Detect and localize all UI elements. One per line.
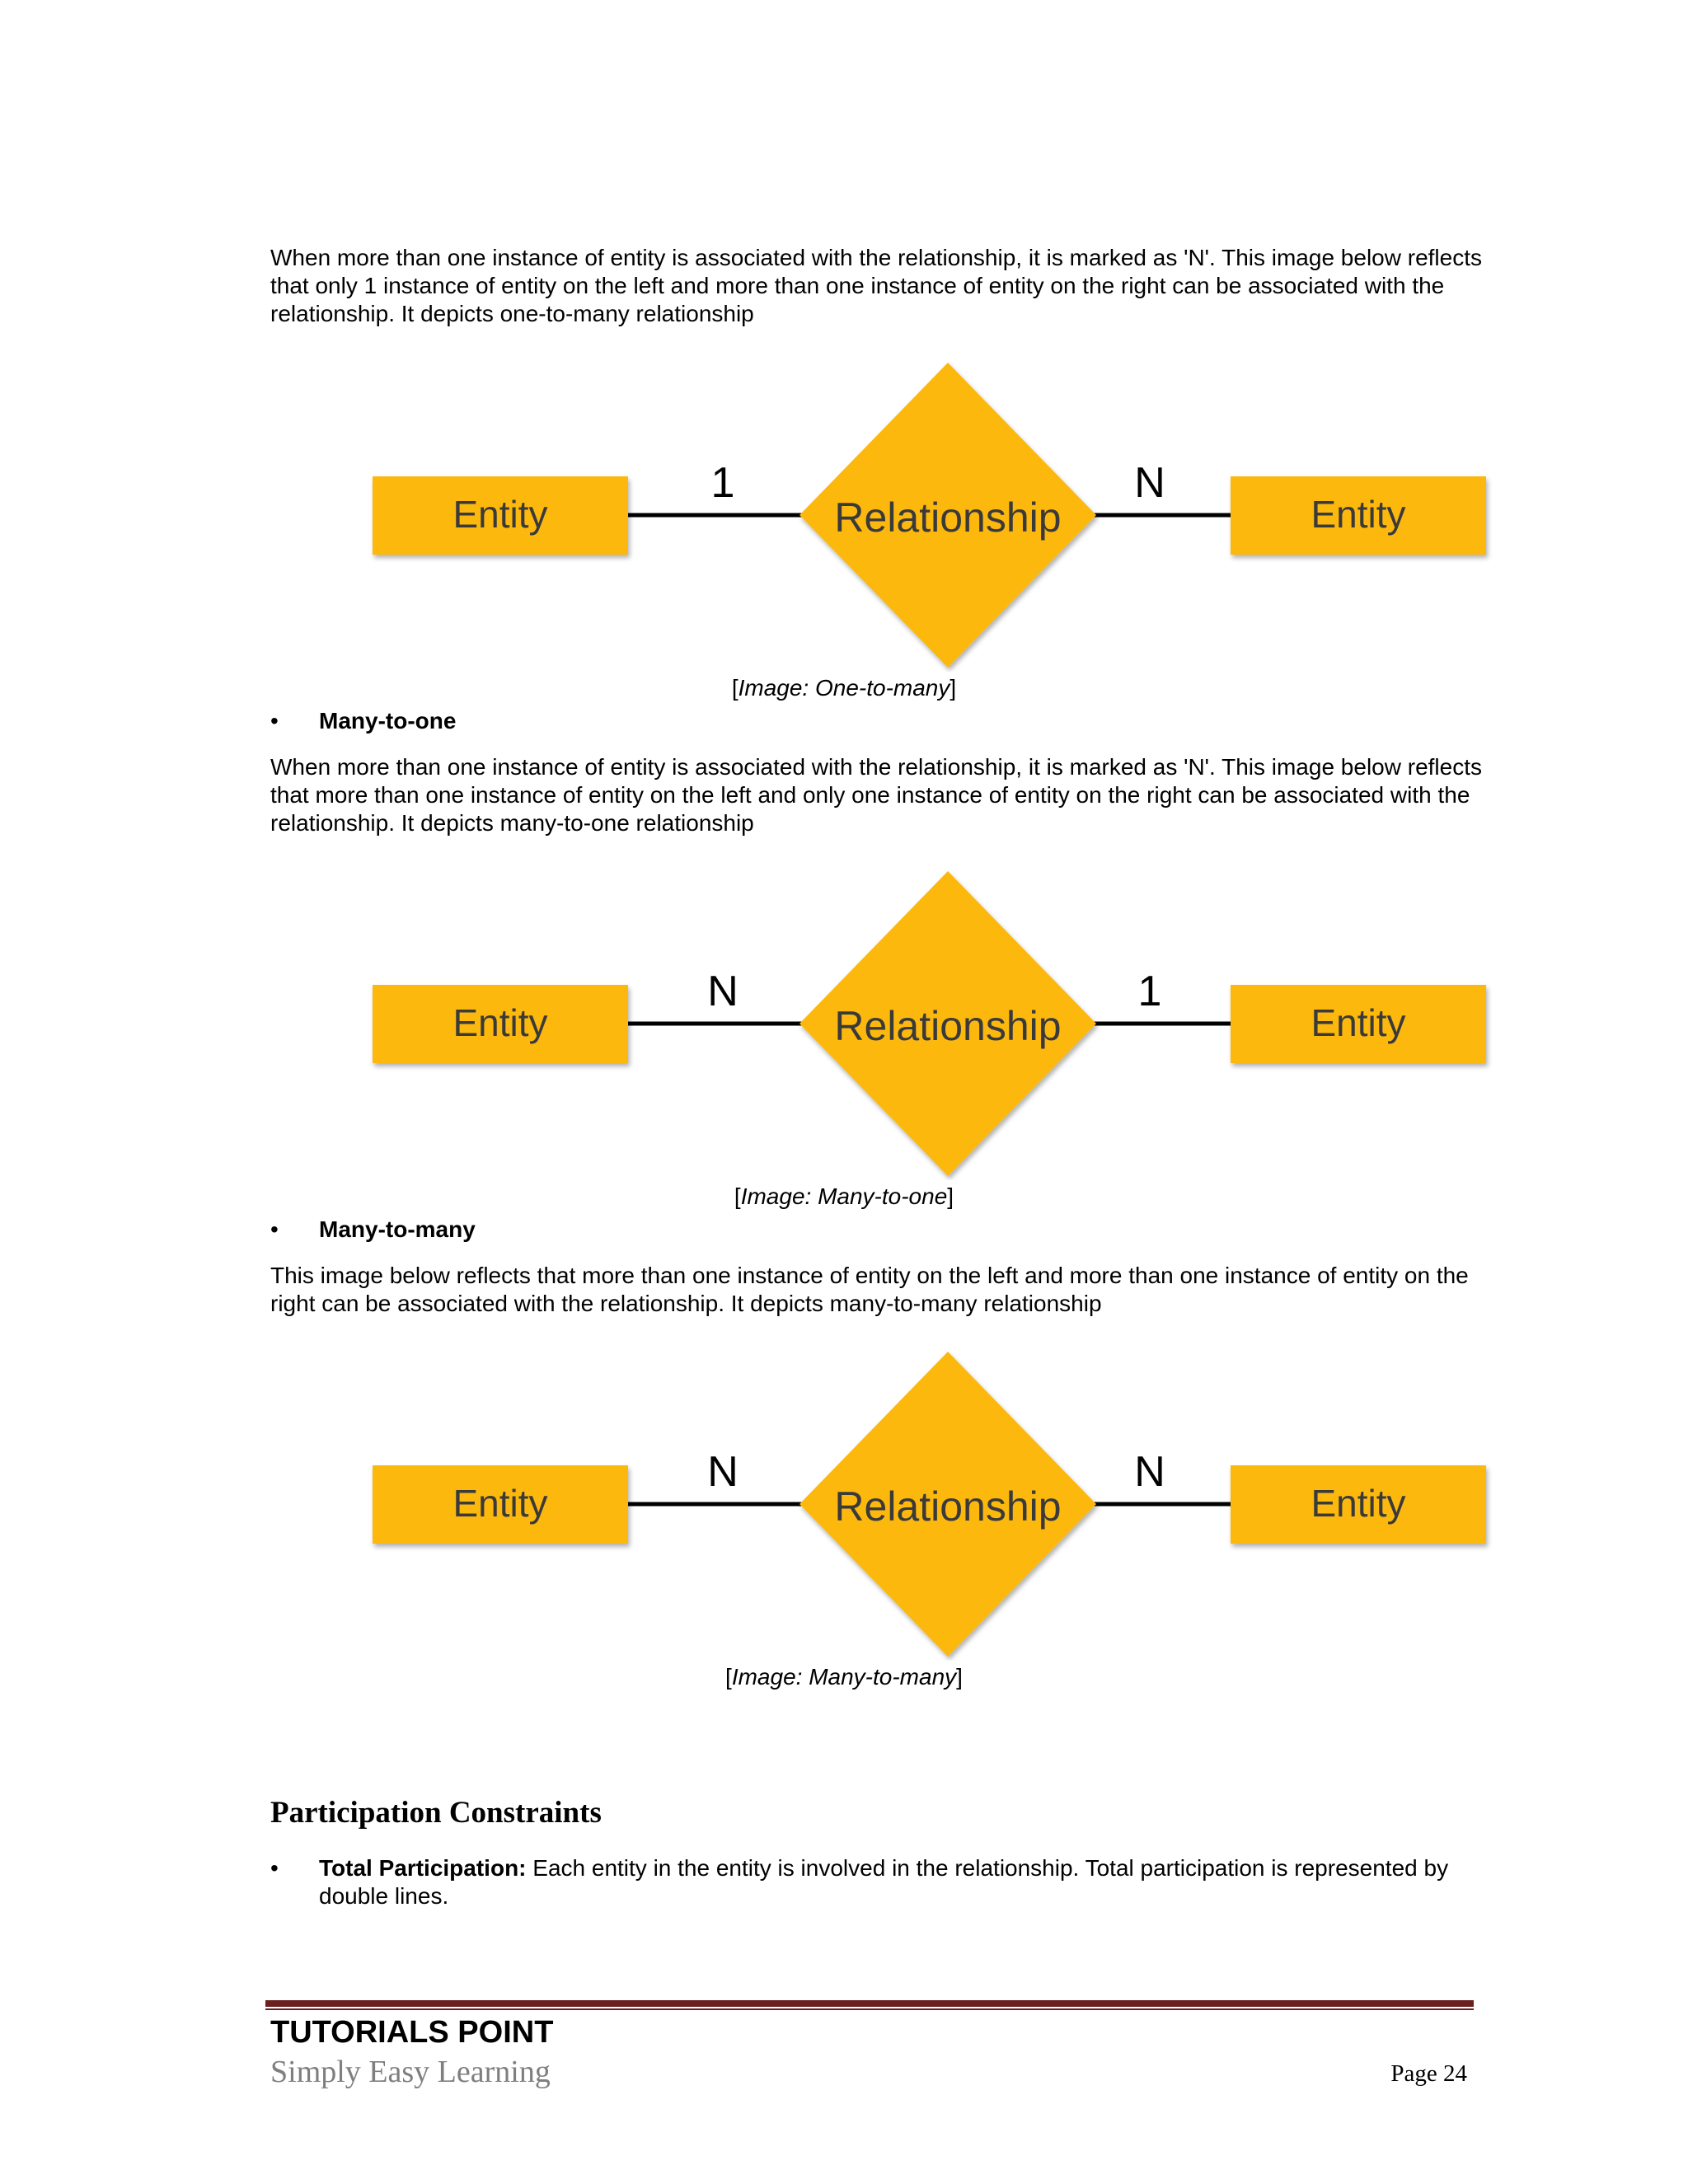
intro-paragraph: When more than one instance of entity is associated with the relationship, it is marked as 'N'. This image below reflects that only 1 instance of entity on the left and more than one instance of entity on the right can be associated with the relationship. It depicts one-to-many relationship: [270, 245, 1482, 326]
footer-page-number: Page 24: [1390, 2060, 1467, 2087]
right-cardinality: N: [1134, 1448, 1165, 1496]
right-entity-label: Entity: [1311, 1001, 1406, 1044]
relationship-label: Relationship: [834, 494, 1062, 541]
er-diagram-svg: [363, 867, 1500, 1180]
section-heading-participation: Participation Constraints: [270, 1796, 602, 1830]
left-cardinality: N: [707, 1448, 738, 1496]
footer-rule: [265, 2000, 1474, 2007]
caption-bracket: ]: [956, 1664, 963, 1690]
bullet-body: Each entity in the entity is involved in the relationship. Total participation is represented by double lines.: [319, 1855, 1449, 1909]
caption-many-to-many: [0, 1663, 1688, 1691]
bullet-heading: Many-to-one: [319, 708, 457, 733]
caption-many-to-one: [0, 1183, 1688, 1211]
relationship-label: Relationship: [834, 1483, 1062, 1530]
caption-bracket: [: [725, 1664, 732, 1690]
footer-tagline: Simply Easy Learning: [270, 2055, 551, 2089]
many-to-many-paragraph: This image below reflects that more than one instance of entity on the left and more than one instance of entity on the right can be associated with the relationship. It depicts many-to-many relationship: [270, 1263, 1469, 1316]
right-entity-label: Entity: [1311, 1482, 1406, 1525]
many-to-one-paragraph: When more than one instance of entity is associated with the relationship, it is marked as 'N'. This image below reflects that more than one instance of entity on the left and only one instance of entity on the right can be associated with the relationship. It depicts many-to-one relationship: [270, 754, 1482, 836]
footer-rule-thin: [265, 2008, 1474, 2010]
right-cardinality: N: [1134, 459, 1165, 507]
er-diagram-many-to-one: [363, 867, 1500, 1180]
caption-text: Image: One-to-many: [738, 675, 950, 701]
right-cardinality: 1: [1137, 968, 1162, 1015]
caption-text: Image: Many-to-one: [740, 1183, 948, 1209]
left-cardinality: 1: [710, 459, 735, 507]
caption-bracket: ]: [947, 1183, 954, 1209]
er-diagram-svg: [363, 1347, 1500, 1661]
caption-text: Image: Many-to-many: [731, 1664, 957, 1690]
relationship-label: Relationship: [834, 1003, 1062, 1049]
bullet-dot: •: [270, 1855, 279, 1881]
right-entity-label: Entity: [1311, 493, 1406, 536]
left-entity-label: Entity: [452, 493, 548, 536]
er-diagram-many-to-many: [363, 1347, 1500, 1661]
bullet-heading: Many-to-many: [319, 1216, 476, 1242]
left-cardinality: N: [707, 968, 738, 1015]
caption-bracket: [: [734, 1183, 741, 1209]
er-diagram-one-to-many: [363, 359, 1500, 672]
bullet-label: Total Participation:: [319, 1855, 527, 1881]
caption-one-to-many: [0, 674, 1688, 702]
er-diagram-svg: [363, 359, 1500, 672]
left-entity-label: Entity: [452, 1482, 548, 1525]
bullet-dot: •: [270, 1216, 279, 1242]
caption-bracket: [: [731, 675, 738, 701]
bullet-dot: •: [270, 708, 279, 733]
footer-brand: TUTORIALS POINT: [270, 2015, 554, 2050]
caption-bracket: ]: [950, 675, 957, 701]
bullet-text: [319, 1854, 1473, 1910]
left-entity-label: Entity: [452, 1001, 548, 1044]
